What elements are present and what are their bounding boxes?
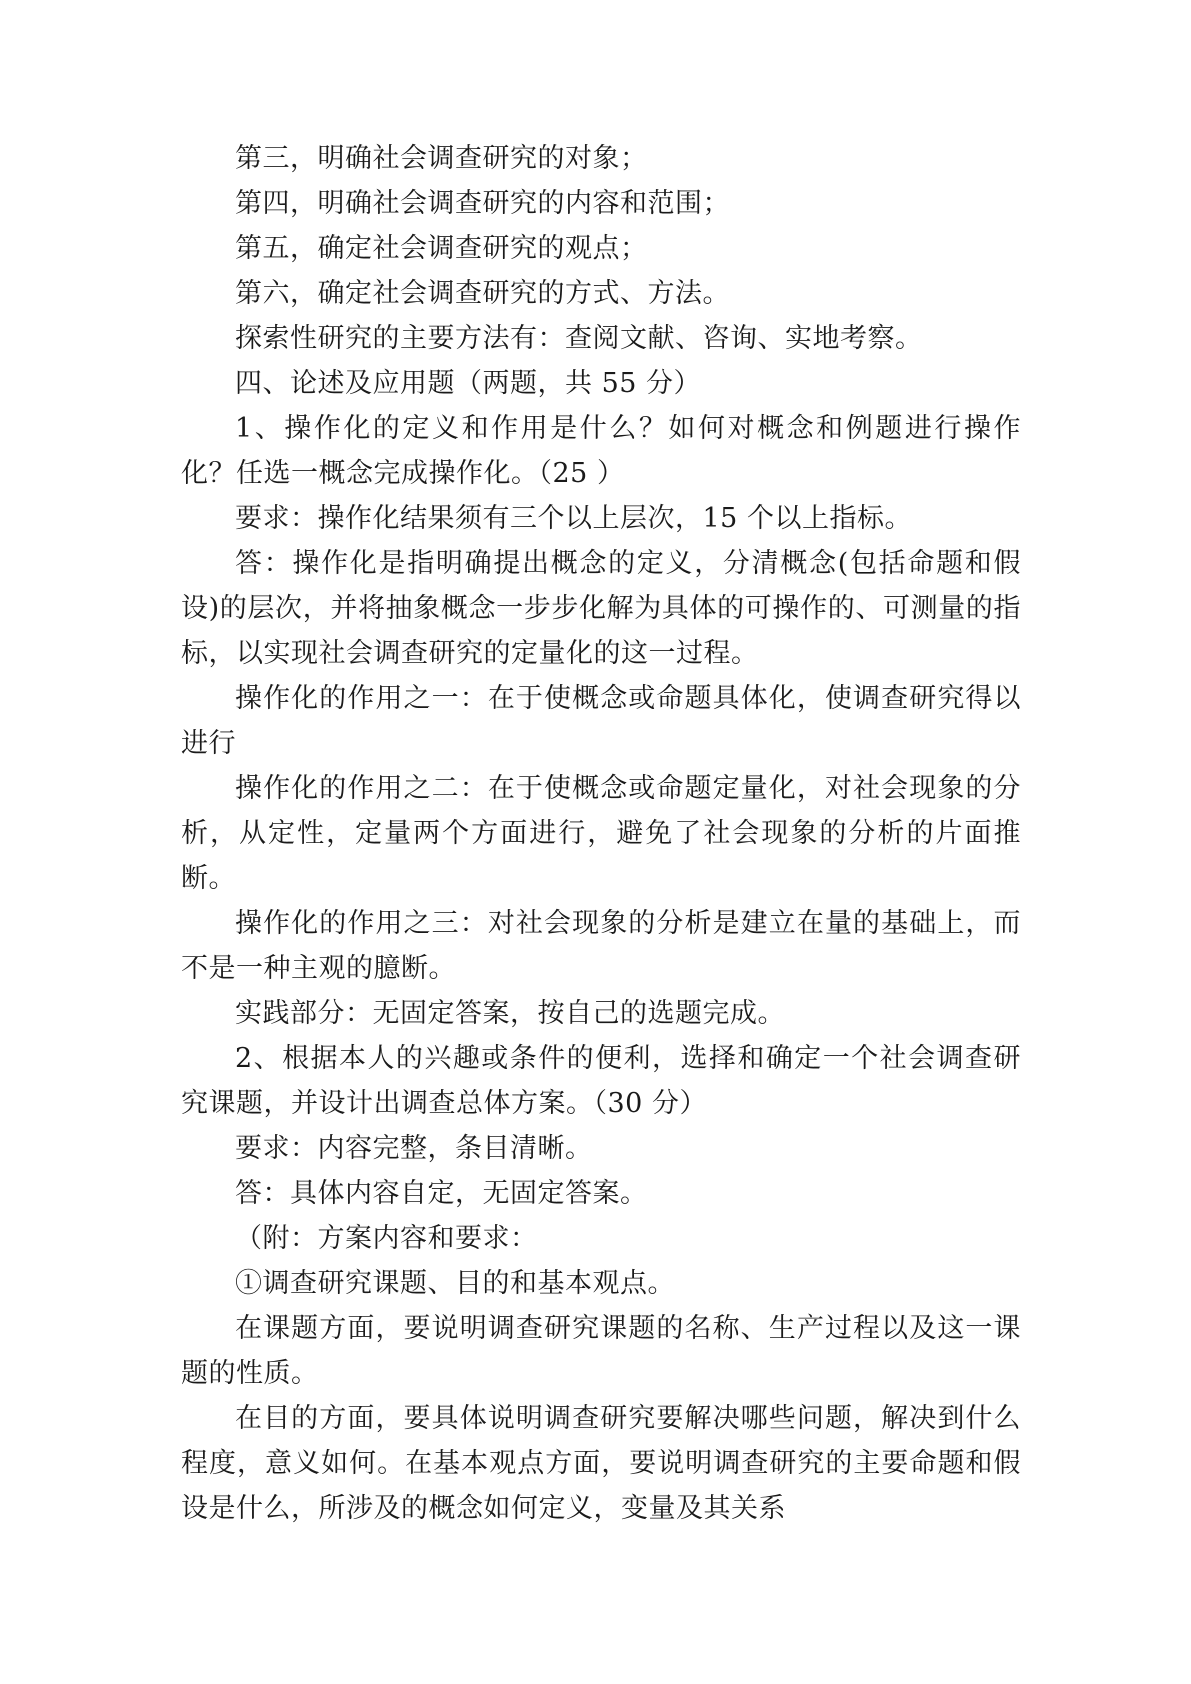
paragraph: 操作化的作用之二：在于使概念或命题定量化，对社会现象的分析，从定性，定量两个方面进行，避免了社会现象的分析的片面推断。 [181, 773, 1021, 894]
question-paragraph: 2、根据本人的兴趣或条件的便利，选择和确定一个社会调查研究课题，并设计出调查总体方案。（30 分） [181, 1043, 1021, 1119]
paragraph: 探索性研究的主要方法有：查阅文献、咨询、实地考察。 [235, 323, 923, 354]
paragraph: 在目的方面，要具体说明调查研究要解决哪些问题，解决到什么程度，意义如何。在基本观点方面，要说明调查研究的主要命题和假设是什么，所涉及的概念如何定义，变量及其关系 [181, 1403, 1021, 1524]
section-heading: 四、论述及应用题（两题，共 55 分） [235, 368, 702, 399]
paragraph: 操作化的作用之一：在于使概念或命题具体化，使调查研究得以进行 [181, 683, 1021, 759]
requirement-paragraph: 要求：操作化结果须有三个以上层次，15 个以上指标。 [235, 503, 912, 534]
paragraph: 第六，确定社会调查研究的方式、方法。 [235, 278, 730, 309]
paragraph: 实践部分：无固定答案，按自己的选题完成。 [235, 998, 785, 1029]
paragraph: 在课题方面，要说明调查研究课题的名称、生产过程以及这一课题的性质。 [181, 1313, 1021, 1389]
paragraph: ①调查研究课题、目的和基本观点。 [235, 1268, 675, 1299]
paragraph: 第四，明确社会调查研究的内容和范围； [235, 188, 730, 219]
paragraph: （附：方案内容和要求： [235, 1223, 538, 1254]
answer-paragraph: 答：具体内容自定，无固定答案。 [235, 1178, 648, 1209]
document-body [181, 136, 1021, 1531]
answer-paragraph: 答：操作化是指明确提出概念的定义，分清概念(包括命题和假设)的层次，并将抽象概念一步步化解为具体的可操作的、可测量的指标，以实现社会调查研究的定量化的这一过程。 [181, 548, 1021, 669]
paragraph: 第三，明确社会调查研究的对象； [235, 143, 648, 174]
requirement-paragraph: 要求：内容完整，条目清晰。 [235, 1133, 593, 1164]
question-paragraph: 1、操作化的定义和作用是什么？如何对概念和例题进行操作化？任选一概念完成操作化。（25 ） [181, 413, 1021, 489]
paragraph: 第五，确定社会调查研究的观点； [235, 233, 648, 264]
paragraph: 操作化的作用之三：对社会现象的分析是建立在量的基础上，而不是一种主观的臆断。 [181, 908, 1021, 984]
